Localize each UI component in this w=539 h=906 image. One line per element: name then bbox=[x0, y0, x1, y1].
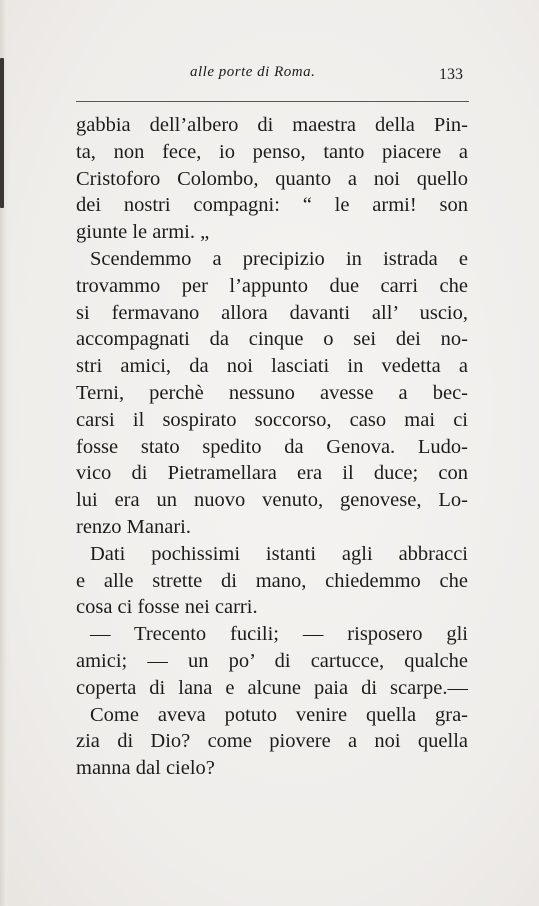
text-line: vico di Pietramellara era il duce; con bbox=[76, 462, 468, 485]
text-line: e alle strette di mano, chiedemmo che bbox=[76, 569, 468, 592]
text-line: accompagnati da cinque o sei dei no- bbox=[76, 328, 468, 351]
text-line: gabbia dell’albero di maestra della Pin- bbox=[76, 114, 468, 136]
text-line: giunte le armi. „ bbox=[76, 221, 210, 244]
body-text bbox=[76, 112, 468, 782]
page-header bbox=[75, 60, 475, 90]
text-line: amici; — un po’ di cartucce, qualche bbox=[76, 649, 468, 672]
text-line: Come aveva potuto venire quella gra- bbox=[90, 703, 468, 726]
text-line: Dati pochissimi istanti agli abbracci bbox=[90, 542, 468, 565]
binding-shadow-mark bbox=[0, 58, 4, 208]
text-line: ta, non fece, io penso, tanto piacere a bbox=[76, 140, 468, 163]
text-line: — Trecento fucili; — risposero gli bbox=[90, 623, 468, 646]
text-line: renzo Manari. bbox=[76, 515, 191, 538]
text-line: zia di Dio? come piovere a noi quella bbox=[76, 730, 468, 753]
text-line: si fermavano allora davanti all’ uscio, bbox=[76, 301, 468, 324]
text-line: Terni, perchè nessuno avesse a bec- bbox=[76, 381, 468, 404]
text-line: coperta di lana e alcune paia di scarpe.— bbox=[76, 676, 468, 699]
text-line: fosse stato spedito da Genova. Ludo- bbox=[76, 435, 468, 458]
text-line: manna dal cielo? bbox=[76, 757, 215, 780]
text-line: cosa ci fosse nei carri. bbox=[76, 596, 258, 619]
text-line: stri amici, da noi lasciati in vedetta a bbox=[76, 355, 468, 378]
running-title: alle porte di Roma. bbox=[190, 64, 316, 80]
text-line: lui era un nuovo venuto, genovese, Lo- bbox=[76, 489, 468, 512]
page-number: 133 bbox=[439, 66, 463, 83]
header-rule bbox=[76, 101, 469, 102]
text-line: trovammo per l’appunto due carri che bbox=[76, 274, 468, 297]
text-line: Cristoforo Colombo, quanto a noi quello bbox=[76, 167, 468, 190]
text-line: carsi il sospirato soccorso, caso mai ci bbox=[76, 408, 468, 431]
text-line: dei nostri compagni: “ le armi! son bbox=[76, 194, 468, 217]
text-line: Scendemmo a precipizio in istrada e bbox=[90, 247, 468, 270]
